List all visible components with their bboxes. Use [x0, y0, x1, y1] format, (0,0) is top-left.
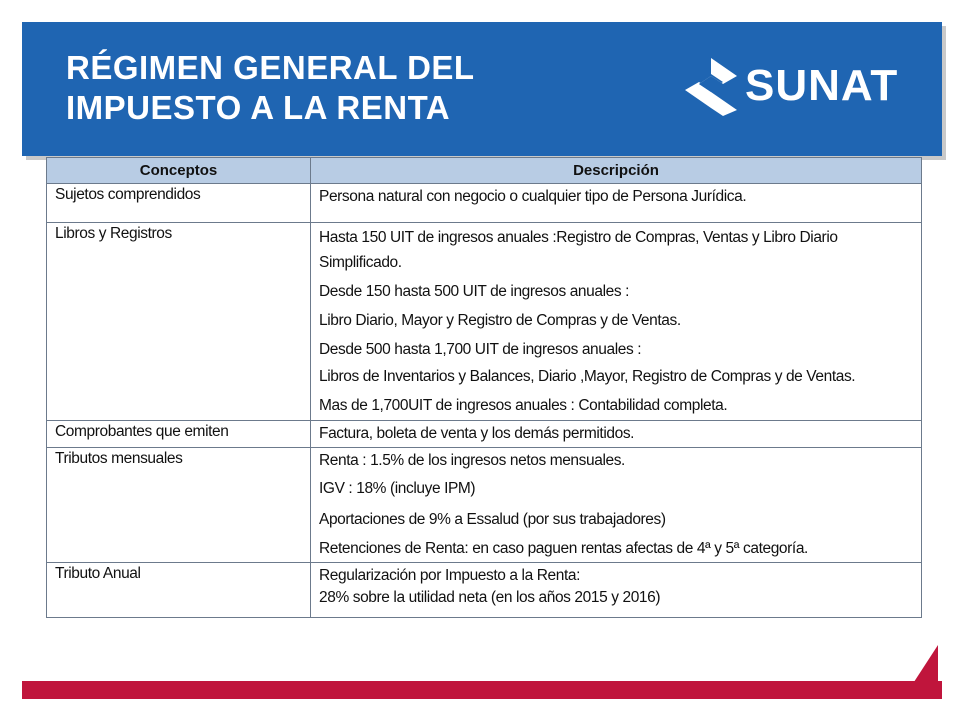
page-title: [66, 48, 475, 128]
description-line: IGV : 18% (incluye IPM): [319, 480, 476, 497]
description-line: Libro Diario, Mayor y Registro de Compras y de Ventas.: [319, 312, 681, 329]
table-row: [47, 448, 922, 563]
header-descripcion: Descripción: [311, 158, 922, 184]
description-line: Aportaciones de 9% a Essalud (por sus trabajadores): [319, 511, 666, 528]
sunat-logo: [683, 56, 898, 116]
description-cell: [311, 184, 922, 223]
corner-accent: [912, 645, 938, 685]
concept-cell: Tributo Anual: [47, 563, 311, 618]
table-row: [47, 184, 922, 223]
sunat-logo-text: SUNAT: [745, 61, 899, 110]
description-line: Renta : 1.5% de los ingresos netos mensuales.: [319, 452, 625, 469]
footer-bar: [22, 681, 942, 699]
description-line: Desde 500 hasta 1,700 UIT de ingresos anuales :: [319, 341, 642, 358]
description-cell: [311, 563, 922, 618]
description-cell: [311, 421, 922, 448]
description-line: Persona natural con negocio o cualquier tipo de Persona Jurídica.: [319, 188, 747, 205]
regimen-table: [46, 157, 922, 618]
description-cell: [311, 223, 922, 421]
table-row: [47, 421, 922, 448]
description-line: Retenciones de Renta: en caso paguen rentas afectas de 4ª y 5ª categoría.: [319, 540, 808, 557]
table-header-row: [47, 158, 922, 184]
description-line: Factura, boleta de venta y los demás permitidos.: [319, 425, 635, 442]
sunat-s-logo-icon: [683, 56, 739, 116]
header-conceptos: Conceptos: [47, 158, 311, 184]
description-line: 28% sobre la utilidad neta (en los años 2015 y 2016): [319, 589, 661, 606]
description-cell: [311, 448, 922, 563]
title-line-1: RÉGIMEN GENERAL DEL: [66, 49, 475, 86]
description-line: Desde 150 hasta 500 UIT de ingresos anuales :: [319, 283, 630, 300]
concept-cell: Tributos mensuales: [47, 448, 311, 563]
table-row: [47, 563, 922, 618]
title-line-2: IMPUESTO A LA RENTA: [66, 89, 451, 126]
description-line: Regularización por Impuesto a la Renta:: [319, 567, 580, 584]
table-row: [47, 223, 922, 421]
description-line: Libros de Inventarios y Balances, Diario ,Mayor, Registro de Compras y de Ventas.: [319, 368, 856, 385]
concept-cell: Libros y Registros: [47, 223, 311, 421]
description-line: Mas de 1,700UIT de ingresos anuales : Contabilidad completa.: [319, 397, 728, 414]
concept-cell: Sujetos comprendidos: [47, 184, 311, 223]
description-line: Hasta 150 UIT de ingresos anuales :Registro de Compras, Ventas y Libro Diario Simplificado.: [319, 229, 838, 271]
concept-cell: Comprobantes que emiten: [47, 421, 311, 448]
